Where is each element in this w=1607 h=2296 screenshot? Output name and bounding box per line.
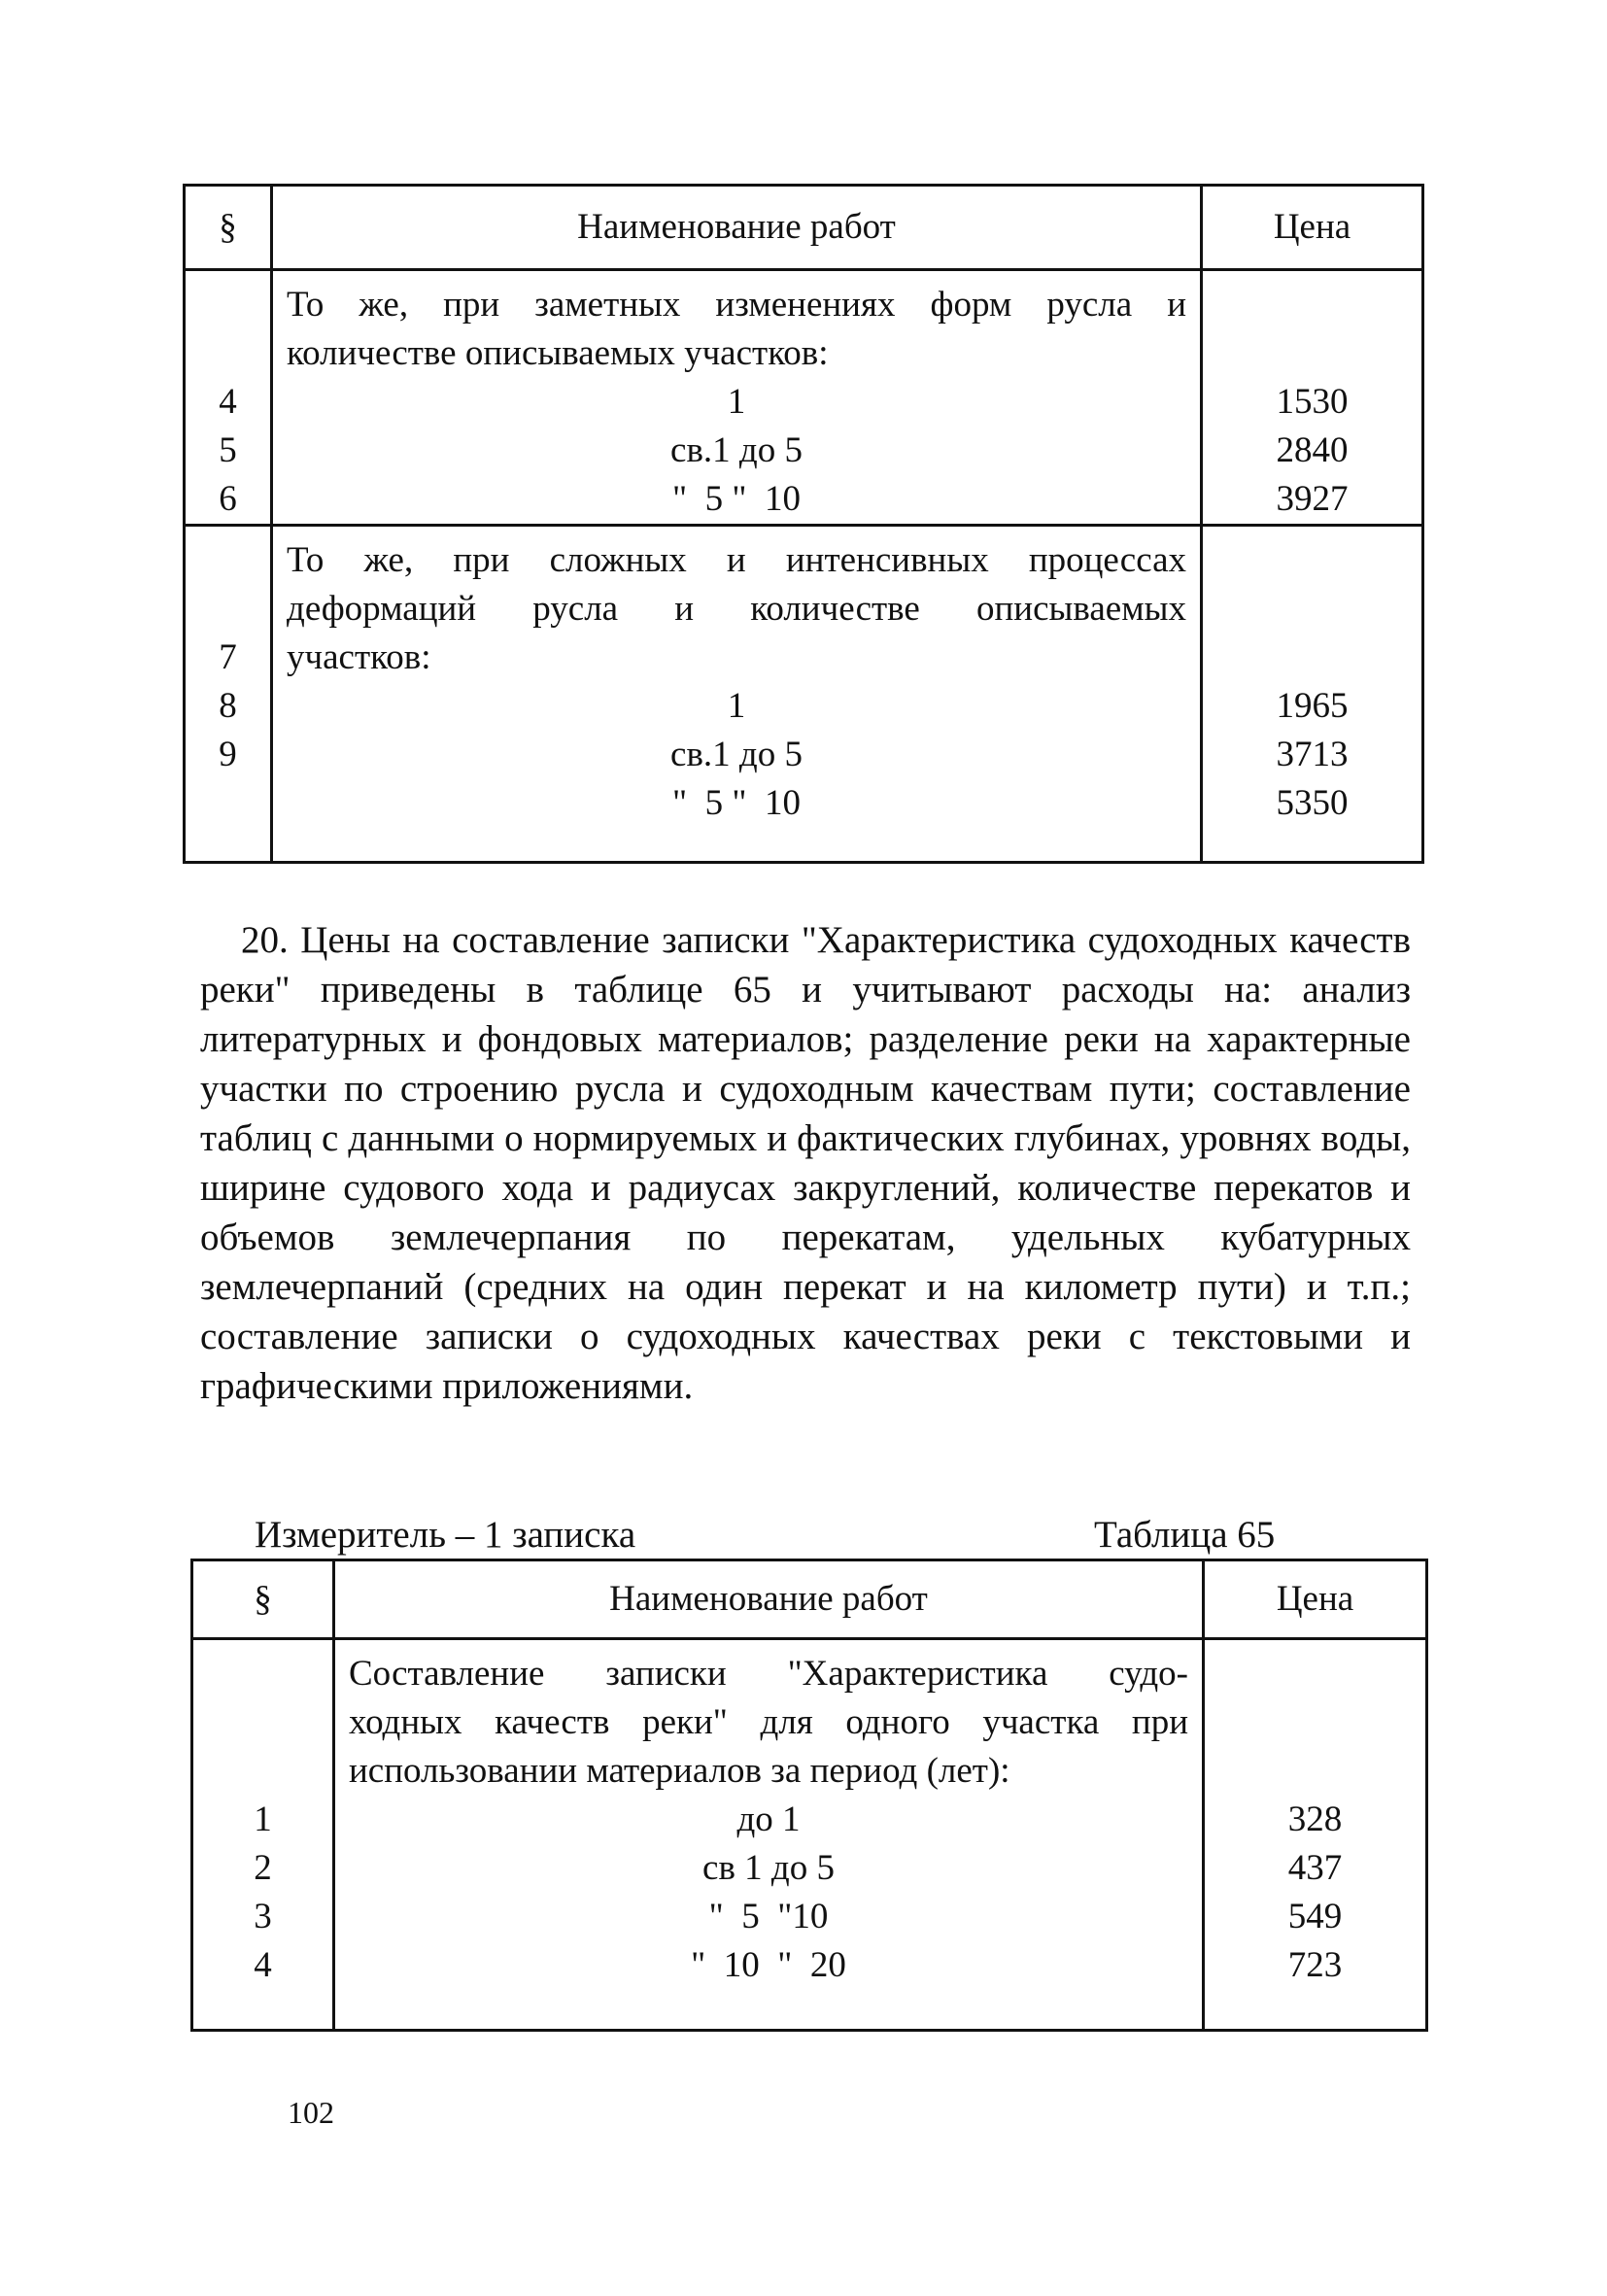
table-row-group	[192, 1639, 1427, 2031]
section-number: 3	[254, 1897, 272, 1936]
price-value: 549	[1287, 1897, 1343, 1936]
range-label: " 10 " 20	[691, 1945, 846, 1985]
description-line: То же, при заметных изменениях форм русла и	[287, 285, 1186, 325]
range-label: 1	[727, 382, 746, 422]
section-number: 4	[219, 382, 237, 422]
section-numbers-cell	[185, 270, 272, 526]
price-value: 5350	[1276, 783, 1349, 823]
header-name: Наименование работ	[334, 1560, 1204, 1639]
price-value: 723	[1287, 1945, 1343, 1985]
table-header-row	[192, 1560, 1427, 1639]
price-value: 1965	[1276, 686, 1349, 726]
range-label: св.1 до 5	[670, 430, 803, 470]
price-value: 3927	[1276, 479, 1349, 519]
range-label: " 5 "10	[708, 1897, 829, 1936]
range-label: до 1	[736, 1799, 801, 1839]
price-table-continued	[183, 184, 1424, 864]
header-section: §	[192, 1560, 334, 1639]
section-number: 2	[254, 1848, 272, 1888]
price-table-65	[190, 1559, 1428, 2032]
section-number: 1	[254, 1799, 272, 1839]
section-number: 7	[219, 637, 237, 677]
price-value: 1530	[1276, 382, 1349, 422]
range-label: " 5 " 10	[672, 479, 801, 519]
header-name: Наименование работ	[272, 186, 1202, 270]
price-values-cell	[1204, 1639, 1427, 2031]
table-number-label: Таблица 65	[1094, 1514, 1276, 1556]
section-number: 9	[219, 735, 237, 774]
section-number: 6	[219, 479, 237, 519]
description-line: Составление записки "Характеристика судо-	[349, 1654, 1188, 1694]
price-value: 3713	[1276, 735, 1349, 774]
description-line: деформаций русла и количестве описываемых	[287, 589, 1186, 629]
section-numbers-cell	[192, 1639, 334, 2031]
section-number: 5	[219, 430, 237, 470]
table-row-group	[185, 270, 1423, 526]
section-number: 4	[254, 1945, 272, 1985]
price-values-cell	[1202, 526, 1423, 863]
work-description-cell	[272, 270, 1202, 526]
header-price: Цена	[1204, 1560, 1427, 1639]
page-number: 102	[288, 2095, 334, 2130]
description-line: То же, при сложных и интенсивных процессах	[287, 540, 1186, 580]
work-description-cell	[334, 1639, 1204, 2031]
paragraph-20: 20. Цены на составление записки "Характеристика судоходных качеств реки" приведены в таблице 65 и учитывают расходы на: анализ литературных и фондовых материалов; разделение реки на характерные участки по строению русла и судоходным качествам пути; составление таблиц с данными о нормируемых и фактических глубинах, уровнях воды, ширине судового хода и радиусах закруглений, количестве перекатов и объемов землечерпания по перекатам, удельных кубатурных землечерпаний (средних на один перекат и на километр пути) и т.п.; составление записки о судоходных качествах реки с текстовыми и графическими приложениями.	[200, 919, 1411, 1407]
price-value: 2840	[1276, 430, 1349, 470]
header-section: §	[185, 186, 272, 270]
description-line: использовании материалов за период (лет):	[349, 1751, 1010, 1791]
table-measurer: Измеритель – 1 записка	[255, 1514, 636, 1556]
range-label: св.1 до 5	[670, 735, 803, 774]
description-line: количестве описываемых участков:	[287, 333, 829, 373]
table-header-row	[185, 186, 1423, 270]
work-description-cell	[272, 526, 1202, 863]
range-label: " 5 " 10	[672, 783, 801, 823]
description-line: участков:	[287, 637, 431, 677]
table-row-group	[185, 526, 1423, 863]
price-values-cell	[1202, 270, 1423, 526]
section-number: 8	[219, 686, 237, 726]
price-value: 437	[1287, 1848, 1343, 1888]
range-label: св 1 до 5	[702, 1848, 835, 1888]
range-label: 1	[727, 686, 746, 726]
description-line: ходных качеств реки" для одного участка при	[349, 1702, 1188, 1742]
header-price: Цена	[1202, 186, 1423, 270]
price-value: 328	[1287, 1799, 1343, 1839]
section-numbers-cell	[185, 526, 272, 863]
